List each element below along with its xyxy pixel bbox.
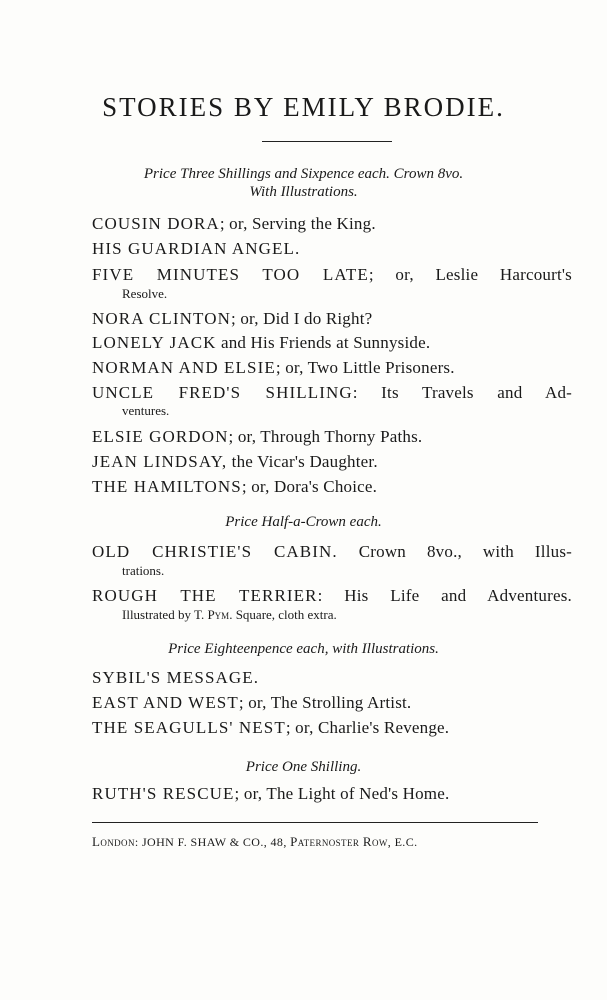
book-subtitle: ; or, Serving the King.	[219, 214, 376, 233]
imprint-end: , E.C.	[387, 835, 418, 849]
book-entry-continuation	[122, 607, 337, 623]
book-title: UNCLE FRED'S SHILLING	[92, 383, 353, 402]
book-title: JEAN LINDSAY,	[92, 452, 228, 471]
book-entry-continuation: Resolve.	[122, 286, 168, 301]
book-subtitle: the Vicar's Daughter.	[227, 452, 378, 471]
book-entry	[92, 239, 572, 259]
book-subtitle: ; or, Through Thorny Paths.	[228, 427, 423, 446]
price-line: Price Half-a-Crown each.	[225, 514, 382, 530]
book-entry	[92, 586, 572, 606]
book-title: LONELY JACK	[92, 333, 217, 352]
imprint-city: London	[92, 834, 135, 849]
continuation-text: . Square, cloth extra.	[229, 607, 337, 622]
book-title: HIS GUARDIAN ANGEL.	[92, 239, 301, 258]
book-entry	[92, 718, 572, 738]
book-subtitle: : Its Travels and Ad-	[352, 383, 573, 402]
imprint-address: Paternoster Row	[290, 834, 388, 849]
book-entry	[92, 668, 572, 688]
price-line: Price One Shilling.	[245, 759, 362, 775]
book-subtitle: ; or, Leslie Harcourt's	[368, 265, 572, 284]
book-title: RUTH'S RESCUE	[92, 784, 235, 803]
publisher-imprint	[92, 834, 552, 850]
book-title: THE HAMILTONS	[92, 477, 242, 496]
price-heading	[0, 641, 607, 658]
book-entry	[92, 333, 572, 353]
book-subtitle: ; or, Dora's Choice.	[241, 477, 378, 496]
book-entry	[92, 265, 572, 285]
book-title: EAST AND WEST	[92, 693, 239, 712]
book-subtitle: ; or, Two Little Prisoners.	[275, 358, 455, 377]
price-heading	[0, 759, 607, 776]
book-subtitle: ; or, Charlie's Revenge.	[285, 718, 450, 737]
book-entry	[92, 358, 572, 378]
book-subtitle: and His Friends at Sunnyside.	[216, 333, 431, 352]
book-title: OLD CHRISTIE'S CABIN.	[92, 542, 338, 561]
book-entry	[92, 309, 572, 329]
price-line: Price Three Shillings and Sixpence each. Crown 8vo.	[143, 166, 464, 182]
book-entry	[92, 214, 572, 234]
book-entry	[92, 452, 572, 472]
price-heading	[0, 166, 607, 201]
book-entry-continuation: trations.	[122, 563, 165, 578]
book-title: ELSIE GORDON	[92, 427, 229, 446]
continuation-text: Illustrated by T.	[122, 607, 208, 622]
book-title: ROUGH THE TERRIER	[92, 586, 318, 605]
book-subtitle: Crown 8vo., with Illus-	[337, 542, 573, 561]
book-title: COUSIN DORA	[92, 214, 220, 233]
book-subtitle: ; or, The Light of Ned's Home.	[234, 784, 450, 803]
footer-rule	[92, 822, 538, 823]
book-subtitle: : His Life and Adventures.	[317, 586, 572, 605]
price-subline: With Illustrations.	[249, 184, 358, 200]
book-entry	[92, 383, 572, 403]
book-title: NORA CLINTON	[92, 309, 231, 328]
book-entry	[92, 427, 572, 447]
book-subtitle: ; or, Did I do Right?	[230, 309, 373, 328]
book-entry	[92, 542, 572, 562]
imprint-publisher: : JOHN F. SHAW & CO., 48,	[134, 835, 291, 849]
title-rule	[262, 141, 392, 142]
book-subtitle: ; or, The Strolling Artist.	[238, 693, 412, 712]
book-entry	[92, 693, 572, 713]
book-title: SYBIL'S MESSAGE.	[92, 668, 260, 687]
book-title: THE SEAGULLS' NEST	[92, 718, 286, 737]
book-entry	[92, 477, 572, 497]
book-title: FIVE MINUTES TOO LATE	[92, 265, 369, 284]
price-line: Price Eighteenpence each, with Illustrations.	[168, 641, 439, 657]
price-heading	[0, 514, 607, 531]
book-entry	[92, 784, 572, 804]
page-title: STORIES BY EMILY BRODIE.	[102, 92, 505, 122]
book-entry-continuation: ventures.	[122, 403, 170, 418]
book-title: NORMAN AND ELSIE	[92, 358, 276, 377]
illustrator-name: Pym	[207, 607, 230, 622]
